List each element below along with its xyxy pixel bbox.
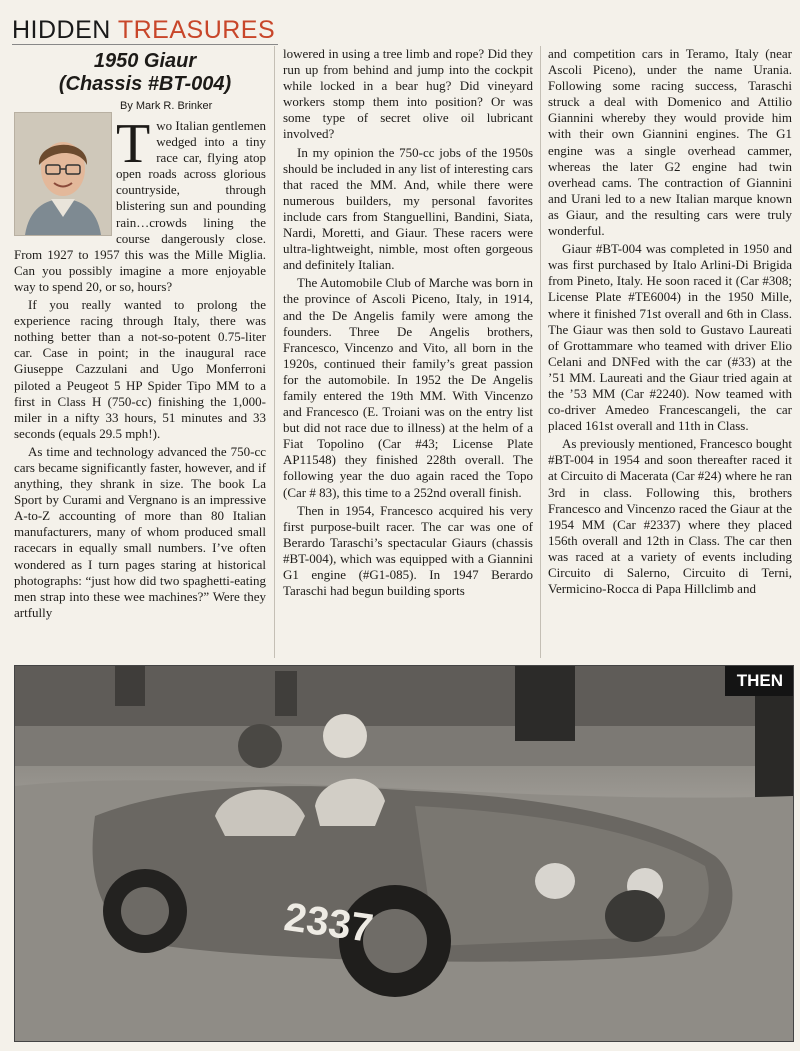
section-header-part2: TREASURES: [117, 16, 276, 44]
article-column-2: [283, 46, 533, 599]
column-rule: [540, 46, 541, 658]
paragraph-3: As time and technology advanced the 750-cc cars became significantly faster, however, and if anything, they shrank in size. The book La Sport by Curami and Vergnano is an impressive A-to-Z accounting of more than 80 Italian manufacturers, many of whom produced small racecars in equally small numbers. I’ve often wondered as I turn pages staring at historical photographs: “just how did two spaghetti-eating men strap into these wee machines?” Were they artfully: [14, 443, 266, 620]
paragraph-4: lowered in using a tree limb and rope? Did they run up from behind and jump into the cockpit while locked in a bear hug? Did vineyard workers stomp them into position? Or was some type of secret olive oil lubricant involved?: [283, 46, 533, 142]
car-number-label: 2337: [281, 894, 376, 951]
paragraph-1-text: wo Italian gentlemen wedged into a tiny race car, flying atop open roads across glorious countryside, through blistering sun and pounding rain…crowds lining the course dangerously close. From 1927 to 1957 this was the Mille Miglia. Can you possibly imagine a more enjoyable way to spend 20, or so, hours?: [14, 118, 266, 294]
article-column-1: [14, 113, 266, 621]
title-line-2: (Chassis #BT-004): [58, 73, 232, 95]
paragraph-5: In my opinion the 750-cc jobs of the 1950s should be included in any list of interesting cars that raced the MM. And, while there were numerous builders, my personal favorites include cars from Stanguellini, Bandini, Siata, Nardi, Moretti, and Giaur. These racers were ultra-lightweight, nimble, most often gorgeous and definitely Italian.: [283, 144, 533, 273]
paragraph-6: The Automobile Club of Marche was born in the province of Ascoli Piceno, Italy, in 1914, and the De Angelis family were among the founders. Three De Angelis brothers, Francesco, Vincenzo and Vito, all born in the 1920s, continued their family’s great passion for the automobile. In 1952 the De Angelis family entered the 19th MM. With Vincenzo and Francesco (E. Troiani was on the entry list but did not race due to illness) at the helm of a Fiat Topolino (Car #43; License Plate AP11548) they finished 228th overall. The following year the duo again raced the Topo (Car # 83), this time to a 252nd overall finish.: [283, 275, 533, 500]
paragraph-7: Then in 1954, Francesco acquired his very first purpose-built racer. The car was one of Berardo Taraschi’s spectacular Giaurs (chassis #BT-004), which was equipped with a Giannini G1 engine (#G1-085). In 1947 Berardo Taraschi had begun building sports: [283, 502, 533, 599]
historic-race-photo: [14, 665, 794, 1042]
race-car-illustration: [15, 666, 793, 1041]
column-rule: [274, 46, 275, 658]
paragraph-8: and competition cars in Teramo, Italy (near Ascoli Piceno), under the name Urania. Following some racing success, Taraschi struck a deal with Domenico and Attilio Giannini whereby they would provide him with their own Giannini engines. The G1 engine was a single overhead cammer, whereas the later G2 engine had twin overhead cams. The contraction of Giannini and Urani led to a new Italian marque known as Giaur, and the resulting cars were truly wonderful.: [548, 46, 792, 239]
section-header: [12, 18, 278, 43]
article-title: [12, 50, 278, 96]
paragraph-10: As previously mentioned, Francesco bought #BT-004 in 1954 and soon thereafter raced it at Circuito di Macerata (Car #24) where he ran 3rd in class. Following this, brothers Francesco and Vincenzo raced the Giaur at the 1954 MM (Car #2337) where they placed 156th overall and 12th in Class. The car then was raced at a variety of events including Circuito di Salerno, Circuito di Terni, Vermicino-Rocca di Papa Hillclimb and: [548, 436, 793, 597]
drop-cap: T: [116, 113, 151, 175]
paragraph-2: If you really wanted to prolong the experience racing through Italy, there was nothing better than a not-so-potent 0.75-liter car. Case in point; in the inaugural race Giuseppe Cazzulani and Ugo Monferroni piloted a Peugeot 5 HP Spider Tipo MM to a first in Class H (750-cc) finishing the 1,000-miler in a nifty 33 hours, 51 minutes and 33 seconds (equals 29.5 mph!).: [14, 297, 266, 441]
section-header-part1: HIDDEN: [12, 16, 111, 44]
then-label: THEN: [725, 666, 793, 696]
byline: By Mark R. Brinker: [120, 100, 213, 112]
header-rule: [12, 44, 278, 45]
paragraph-1: [14, 113, 266, 295]
paragraph-9: Giaur #BT-004 was completed in 1950 and was first purchased by Italo Arlini-Di Brigida from Pineto, Italy. He soon raced it (Car #308; License Plate #TE6004) in the 1950 Mille, where it finished 71st overall and 6th in Class. The Giaur was then sold to Gustavo Laureati of Grottammare who teamed with driver Elio Celani and DNFed with the car (#33) at the ’51 MM. Laureati and the Giaur tried again at the ’53 MM (Car #2240). Now teamed with co-driver Amedeo Francescangeli, the car placed 161st overall and 11th in Class.: [548, 241, 792, 434]
portrait-wrap-space: [14, 118, 116, 236]
article-column-3: [548, 46, 792, 597]
title-line-1: 1950 Giaur: [93, 50, 197, 72]
